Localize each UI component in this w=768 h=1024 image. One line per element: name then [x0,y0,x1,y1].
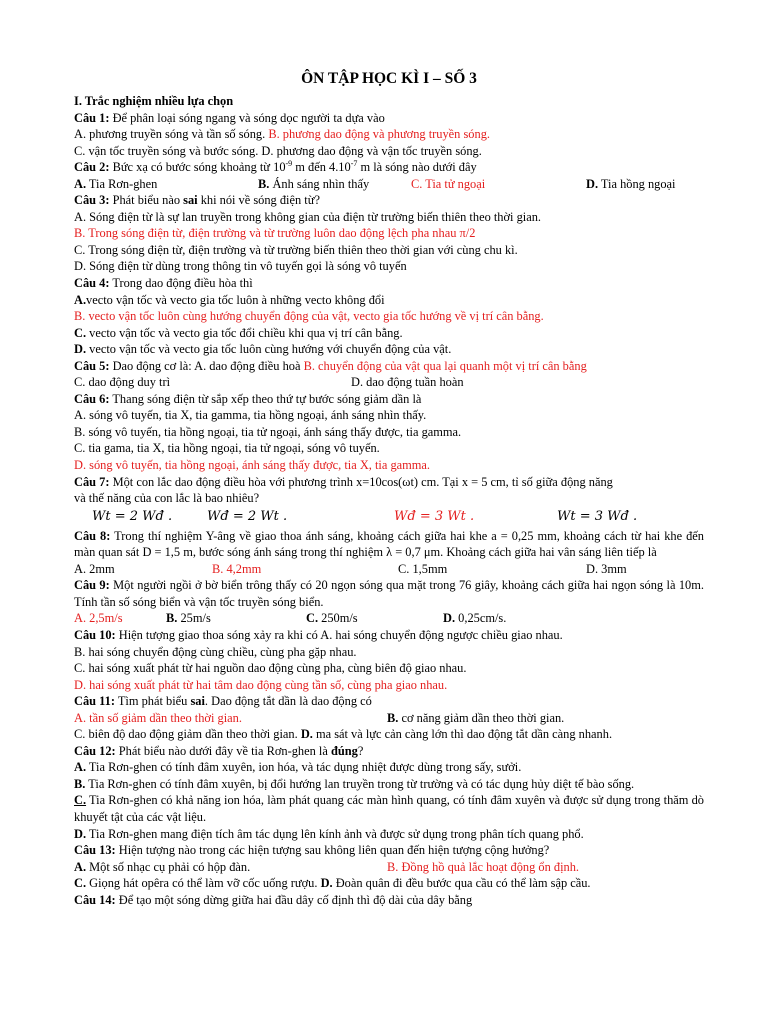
q8-options: A. 2mm B. 4,2mm C. 1,5mm D. 3mm [74,561,627,576]
q1-options-ab: A. phương truyền sóng và tần số sóng. B. phương dao động và phương truyền sóng. [74,127,490,142]
question-2: Câu 2: Bức xạ có bước sóng khoảng từ $10^{-9}$ m đến $4.10^{-7}$ m là sóng nào dưới đây [74,159,477,175]
question-1: Câu 1: Để phân loại sóng ngang và sóng dọc người ta dựa vào [74,110,385,125]
question-7-cont: và thế năng của con lắc là bao nhiêu? [74,491,260,506]
question-11: Câu 11: Tìm phát biểu sai. Dao động tắt dần là dao động có [74,694,372,709]
q4-option-d: D. vecto vận tốc và vecto gia tốc luôn cùng hướng với chuyển động của vật. [74,342,452,357]
q10-option-c: C. hai sóng xuất phát từ hai nguồn dao động cùng pha, cùng biên độ giao nhau. [74,661,467,676]
q6-option-d: D. sóng vô tuyến, tia hồng ngoại, ánh sáng thấy được, tia X, tia gamma. [74,458,431,473]
q10-option-b: B. hai sóng chuyển động cùng chiều, cùng pha gặp nhau. [74,644,357,659]
question-9: Câu 9: Một người ngồi ở bờ biển trông thấy có 20 ngọn sóng qua mặt trong 76 giây, khoảng cách giữa hai ngọn sóng là 10m. Tính tần số sóng biển và vận tốc truyền sóng biển. [74,578,704,609]
q12-option-a: A. Tia Rơn-ghen có tính đâm xuyên, ion hóa, và tác dụng nhiệt được dùng trong sấy, sưởi. [74,760,522,775]
q3-option-c: C. Trong sóng điện từ, điện trường và từ trường biến thiên theo thời gian với cùng chu kì. [74,242,518,257]
q6-option-b: B. sóng vô tuyến, tia hồng ngoại, tia tử ngoại, ánh sáng thấy được, tia gamma. [74,424,462,439]
q4-option-c: C. vecto vận tốc và vecto gia tốc đổi chiều khi qua vị trí cân bằng. [74,325,403,340]
q6-option-a: A. sóng vô tuyến, tia X, tia gamma, tia hồng ngoại, ánh sáng nhìn thấy. [74,408,427,423]
question-8: Câu 8: Trong thí nghiệm Y-âng về giao thoa ánh sáng, khoảng cách giữa hai khe a = 0,25 mm, khoảng cách từ hai khe đến màn quan sát D = 1,5 m, bước sóng ánh sáng trong thí nghiệm λ = 0,7 μm. Khoảng cách giữa hai vân sáng liên tiếp là [74,528,704,560]
q11-options-cd: C. biên độ dao động giảm dần theo thời gian. D. ma sát và lực cản càng lớn thì dao động tắt dần càng nhanh. [74,727,613,742]
q3-option-a: A. Sóng điện từ là sự lan truyền trong không gian của điện từ trường biến thiên theo thời gian. [74,209,542,224]
q4-option-a: A.vecto vận tốc và vecto gia tốc luôn à những vecto không đổi [74,292,385,307]
q2-options: A. Tia Rơn-ghen B. Ánh sáng nhìn thấy C. Tia tử ngoại D. Tia hồng ngoại [74,176,676,191]
q7-options: Wt = 2 Wđ . Wđ = 2 Wt . Wđ = 3 Wt . Wt = 3 Wđ . [92,508,638,524]
q3-option-b: B. Trong sóng điện từ, điện trường và từ trường luôn dao động lệch pha nhau π/2 [74,226,476,241]
question-14: Câu 14: Để tạo một sóng dừng giữa hai đầu dây cố định thì độ dài của dây bằng [74,892,473,907]
question-13: Câu 13: Hiện tượng nào trong các hiện tượng sau không liên quan đến hiện tượng cộng hưởng? [74,843,550,858]
q13-options-ab: A. Một số nhạc cụ phải có hộp đàn. B. Đồng hồ quả lắc hoạt động ổn định. [74,859,580,874]
section-heading: I. Trắc nghiệm nhiều lựa chọn [74,94,234,108]
question-12: Câu 12: Phát biểu nào dưới đây về tia Rơn-ghen là đúng? [74,743,364,758]
question-3: Câu 3: Phát biểu nào sai khi nói về sóng điện từ? [74,193,320,208]
question-4: Câu 4: Trong dao động điều hòa thì [74,276,253,291]
q3-option-d: D. Sóng điện từ dùng trong thông tin vô tuyến gọi là sóng vô tuyến [74,259,407,274]
q4-option-b: B. vecto vận tốc luôn cùng hướng chuyển động của vật, vecto gia tốc hướng về vị trí cân bằng. [74,309,544,324]
q1-options-cd: C. vận tốc truyền sóng và bước sóng. D. phương dao động và vận tốc truyền sóng. [74,143,482,158]
q9-options: A. 2,5m/s B. 25m/s C. 250m/s D. 0,25cm/s. [74,611,507,626]
document-page [74,68,704,908]
question-5: Câu 5: Dao động cơ là: A. dao động điều hoà B. chuyển động của vật qua lại quanh một vị trí cân bằng [74,358,587,373]
q6-option-c: C. tia gama, tia X, tia hồng ngoại, tia tử ngoại, sóng vô tuyến. [74,441,380,456]
q12-option-c: C. Tia Rơn-ghen có khả năng ion hóa, làm phát quang các màn hình quang, có tính đâm xuyên và được sử dụng trong thăm dò khuyết tật của các vật liệu. [74,793,704,824]
q13-options-cd: C. Giọng hát opêra có thể làm vỡ cốc uống rượu. D. Đoàn quân đi đều bước qua cầu có thể làm sập cầu. [74,876,591,891]
q12-option-d: D. Tia Rơn-ghen mang điện tích âm tác dụng lên kính ảnh và được sử dụng trong phân tích quang phổ. [74,826,584,841]
question-7: Câu 7: Một con lắc dao động điều hòa với phương trình x=10cos(ωt) cm. Tại x = 5 cm, tỉ số giữa động năng [74,474,613,489]
question-10: Câu 10: Hiện tượng giao thoa sóng xảy ra khi có A. hai sóng chuyển động ngược chiều giao nhau. [74,627,563,642]
q10-option-d: D. hai sóng xuất phát từ hai tâm dao động cùng tần số, cùng pha giao nhau. [74,677,448,692]
q11-options-ab: A. tần số giảm dần theo thời gian. B. cơ năng giảm dần theo thời gian. [74,710,565,725]
question-6: Câu 6: Thang sóng điện từ sắp xếp theo thứ tự bước sóng giảm dần là [74,391,422,406]
page-title: ÔN TẬP HỌC KÌ I – SỐ 3 [301,70,477,87]
q5-options: C. dao động duy trì D. dao động tuần hoàn [74,375,464,390]
q12-option-b: B. Tia Rơn-ghen có tính đâm xuyên, bị đổi hướng lan truyền trong từ trường và có tác dụng hủy diệt tế bào sống. [74,776,635,791]
